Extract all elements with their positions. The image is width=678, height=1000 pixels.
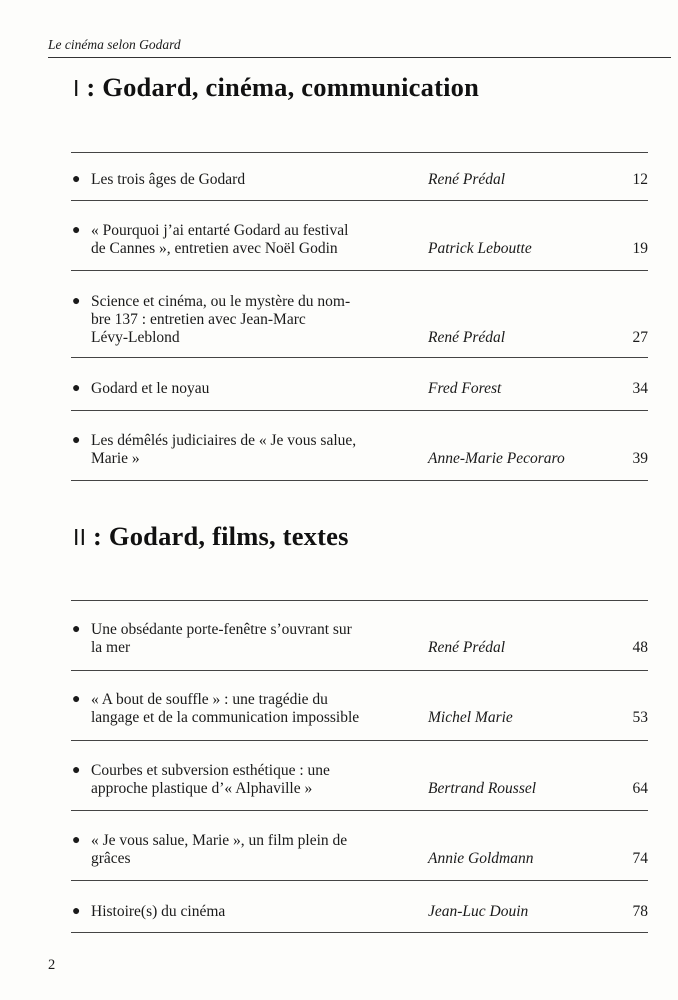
divider [71, 810, 648, 811]
title-line: langage et de la communication impossible [91, 709, 360, 726]
entry-author: René Prédal [428, 171, 506, 188]
section-number: II [73, 524, 87, 550]
divider [71, 880, 648, 881]
title-line: Science et cinéma, ou le mystère du nom- [91, 293, 351, 310]
title-line: bre 137 : entretien avec Jean-Marc [91, 311, 306, 328]
bullet: ● [72, 763, 81, 778]
section-heading: Godard, films, textes [108, 521, 349, 551]
section-number: I [73, 75, 80, 101]
title-line: Histoire(s) du cinéma [91, 903, 226, 920]
entry-page: 19 [632, 240, 648, 257]
section-title [73, 72, 479, 103]
bullet: ● [72, 381, 81, 396]
divider [71, 200, 648, 201]
divider [71, 357, 648, 358]
entry-author: Fred Forest [428, 380, 502, 397]
entry-author: Anne-Marie Pecoraro [428, 450, 565, 467]
entry-page: 64 [632, 780, 648, 797]
title-line: « Pourquoi j’ai entarté Godard au festival [91, 222, 349, 239]
title-line: la mer [91, 639, 131, 656]
divider [71, 152, 648, 153]
entry-author: Michel Marie [428, 709, 513, 726]
divider [71, 270, 648, 271]
title-line: Lévy-Leblond [91, 329, 180, 346]
entry-page: 53 [632, 709, 648, 726]
entry-author: Annie Goldmann [428, 850, 534, 867]
entry-page: 78 [632, 903, 648, 920]
title-line: approche plastique d’« Alphaville » [91, 780, 313, 797]
entry-title [91, 293, 426, 347]
entry-author: Jean-Luc Douin [428, 903, 529, 920]
entry-title [91, 171, 426, 189]
entry-title [91, 691, 426, 727]
running-head: Le cinéma selon Godard [48, 37, 181, 52]
entry-page: 74 [632, 850, 648, 867]
bullet: ● [72, 294, 81, 309]
title-line: Godard et le noyau [91, 380, 210, 397]
bullet: ● [72, 223, 81, 238]
divider [71, 932, 648, 933]
entry-page: 39 [632, 450, 648, 467]
divider [71, 410, 648, 411]
entry-page: 27 [632, 329, 648, 346]
divider [71, 600, 648, 601]
entry-author: René Prédal [428, 639, 506, 656]
bullet: ● [72, 692, 81, 707]
entry-author: René Prédal [428, 329, 506, 346]
title-line: Une obsédante porte-fenêtre s’ouvrant sur [91, 621, 352, 638]
title-line: « Je vous salue, Marie », un film plein de [91, 832, 348, 849]
entry-author: Bertrand Roussel [428, 780, 537, 797]
entry-title [91, 222, 426, 258]
bullet: ● [72, 904, 81, 919]
section-separator: : [86, 521, 109, 551]
entry-page: 48 [632, 639, 648, 656]
entry-title [91, 380, 426, 398]
entry-title [91, 432, 426, 468]
entry-page: 34 [632, 380, 648, 397]
bullet: ● [72, 172, 81, 187]
section-heading: Godard, cinéma, communication [102, 72, 480, 102]
bullet: ● [72, 622, 81, 637]
title-line: Les démêlés judiciaires de « Je vous salue, [91, 432, 357, 449]
entry-title [91, 762, 426, 798]
title-line: « A bout de souffle » : une tragédie du [91, 691, 328, 708]
divider [71, 740, 648, 741]
title-line: de Cannes », entretien avec Noël Godin [91, 240, 338, 257]
bullet: ● [72, 433, 81, 448]
entry-title [91, 832, 426, 868]
section-title [73, 521, 349, 552]
divider [71, 670, 648, 671]
title-line: Les trois âges de Godard [91, 171, 246, 188]
entry-title [91, 903, 426, 921]
page-number: 2 [48, 957, 56, 973]
title-line: Marie » [91, 450, 140, 467]
section-separator: : [79, 72, 103, 102]
title-line: Courbes et subversion esthétique : une [91, 762, 330, 779]
header-rule [48, 57, 671, 58]
title-line: grâces [91, 850, 131, 867]
entry-page: 12 [632, 171, 648, 188]
entry-title [91, 621, 426, 657]
divider [71, 480, 648, 481]
bullet: ● [72, 833, 81, 848]
entry-author: Patrick Leboutte [428, 240, 532, 257]
